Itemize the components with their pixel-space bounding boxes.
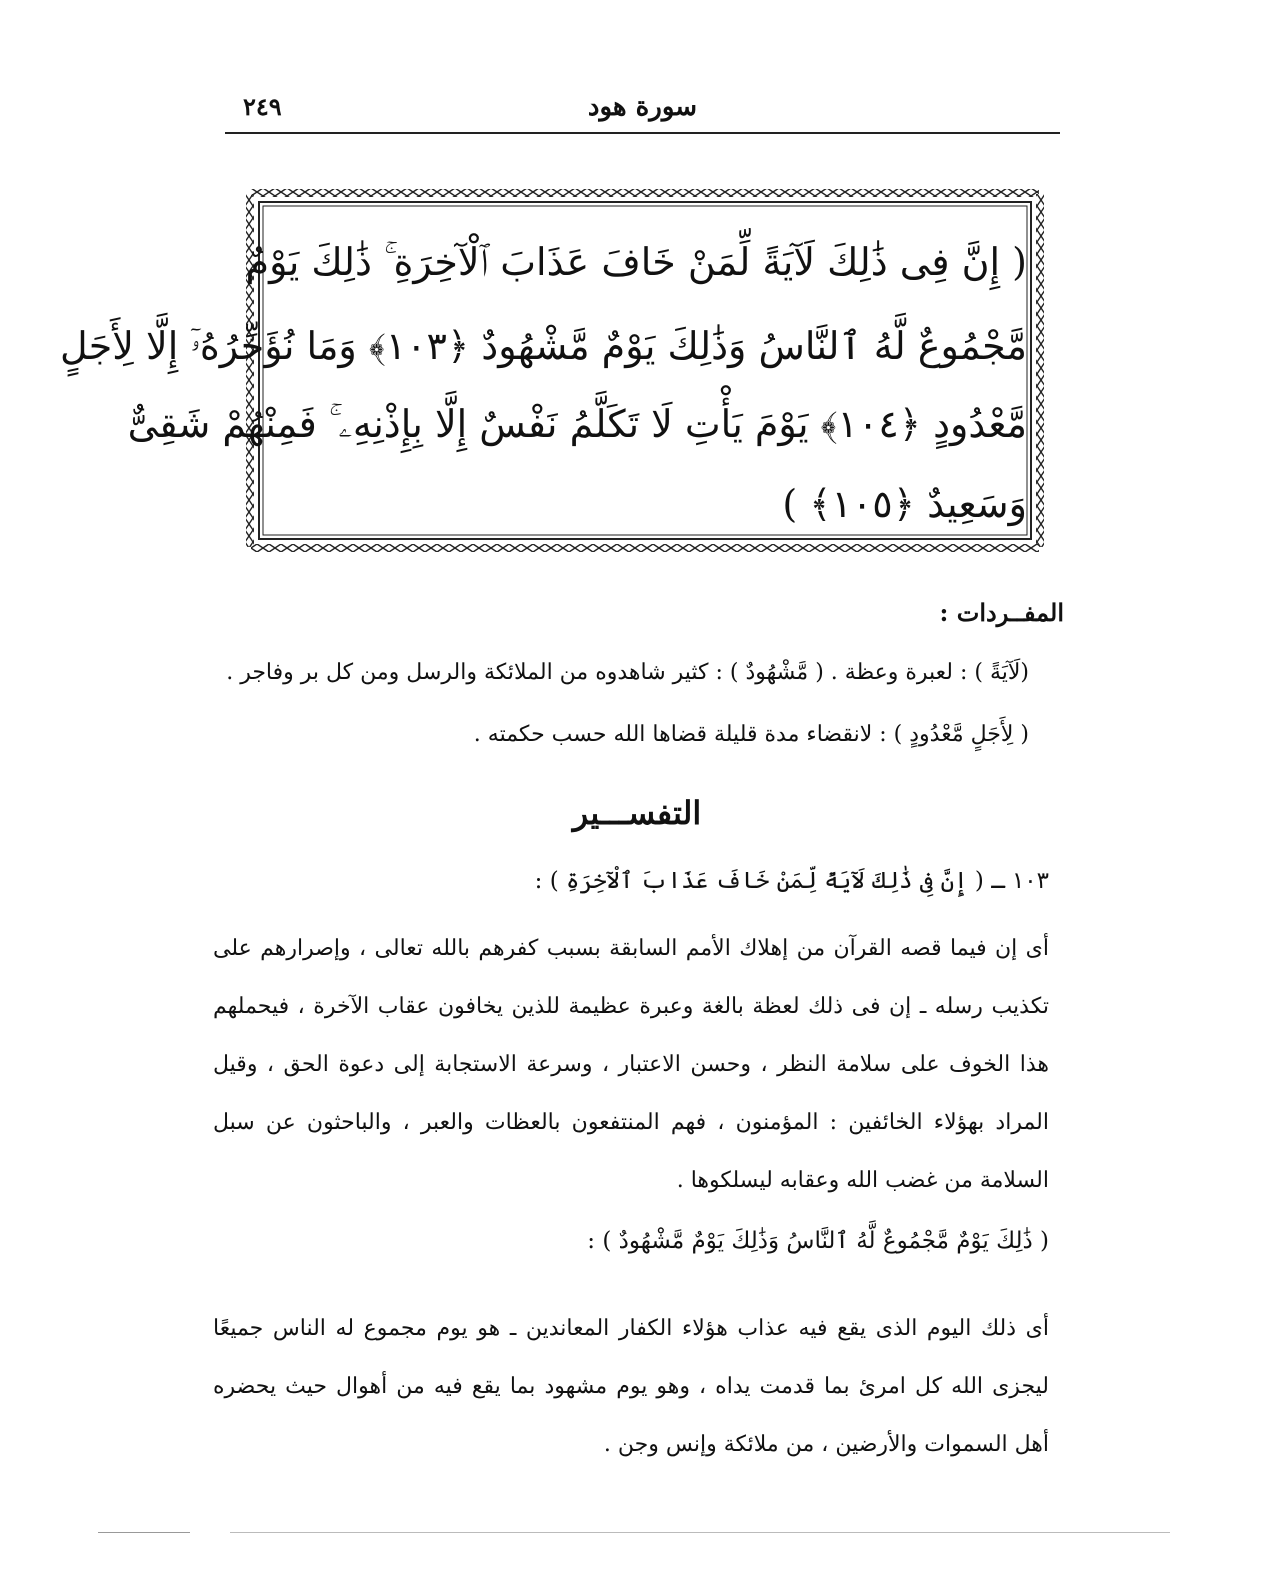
verse-reference: ١٠٣ ـ ( إِنَّ فِى ذَٰلِكَ لَآيَةً لِّمَنْ خَافَ عَذَابَ ٱلْآخِرَةِ ) :	[534, 868, 1049, 894]
scan-edge-line	[230, 1532, 1170, 1533]
verse-line: وَسَعِيدٌ ﴿١٠٥﴾ )	[782, 482, 1027, 526]
tafsir-paragraph: أى إن فيما قصه القرآن من إهلاك الأمم السابقة بسبب كفرهم بالله تعالى ، وإصرارهم على تكذيب رسله ـ إن فى ذلك لعظة بالغة وعبرة عظيمة للذين يخافون عقاب الآخرة ، فيحملهم هذا الخوف على سلامة النظر ، وحسن الاعتبار ، وسرعة الاستجابة إلى دعوة الحق ، وقيل المراد بهؤلاء الخائفين : المؤمنون ، فهم المنتفعون بالعظات والعبر ، والباحثون عن سبل السلامة من غضب الله وعقابه ليسلكوها .	[213, 936, 1049, 1193]
verse-line: مَّعْدُودٍ ﴿١٠٤﴾ يَوْمَ يَأْتِ لَا تَكَلَّمُ نَفْسٌ إِلَّا بِإِذْنِهِۦ ۚ فَمِنْهُمْ شَقِىٌّ	[127, 402, 1027, 446]
tafsir-paragraph: أى ذلك اليوم الذى يقع فيه عذاب هؤلاء الكفار المعاندين ـ هو يوم مجموع له الناس جميعًا ليجزى الله كل امرئ بما قدمت يداه ، وهو يوم مشهود بما يقع فيه من أهوال حيث يحضره أهل السموات والأرضين ، من ملائكة وإنس وجن .	[213, 1316, 1049, 1457]
vocabulary-heading: المفــردات :	[939, 598, 1064, 627]
page-number: ٢٤٩	[243, 92, 282, 121]
scan-edge-line	[98, 1532, 190, 1533]
tafsir-heading: التفســـير	[572, 794, 702, 832]
vocabulary-entry: (لَآيَةً ) : لعبرة وعظة . ( مَّشْهُودٌ ) : كثير شاهدوه من الملائكة والرسل ومن كل بر وفاجر .	[226, 660, 1029, 685]
verse-line: ( إِنَّ فِى ذَٰلِكَ لَآيَةً لِّمَنْ خَافَ عَذَابَ ٱلْآخِرَةِ ۚ ذَٰلِكَ يَوْمٌ	[245, 240, 1027, 284]
verse-reference: ( ذَٰلِكَ يَوْمٌ مَّجْمُوعٌ لَّهُ ٱلنَّاسُ وَذَٰلِكَ يَوْمٌ مَّشْهُودٌ ) :	[587, 1228, 1049, 1254]
header-divider	[225, 132, 1060, 134]
quran-verse-box	[60, 188, 1045, 553]
verse-line: مَّجْمُوعٌ لَّهُ ٱلنَّاسُ وَذَٰلِكَ يَوْمٌ مَّشْهُودٌ ﴿١٠٣﴾ وَمَا نُؤَخِّرُهُۥٓ إِلَّا لِأَجَلٍ	[60, 324, 1027, 368]
surah-title: سورة هود	[587, 92, 698, 122]
page-header	[225, 92, 1060, 132]
vocabulary-entry: ( لِأَجَلٍ مَّعْدُودٍ ) : لانقضاء مدة قليلة قضاها الله حسب حكمته .	[473, 722, 1029, 747]
